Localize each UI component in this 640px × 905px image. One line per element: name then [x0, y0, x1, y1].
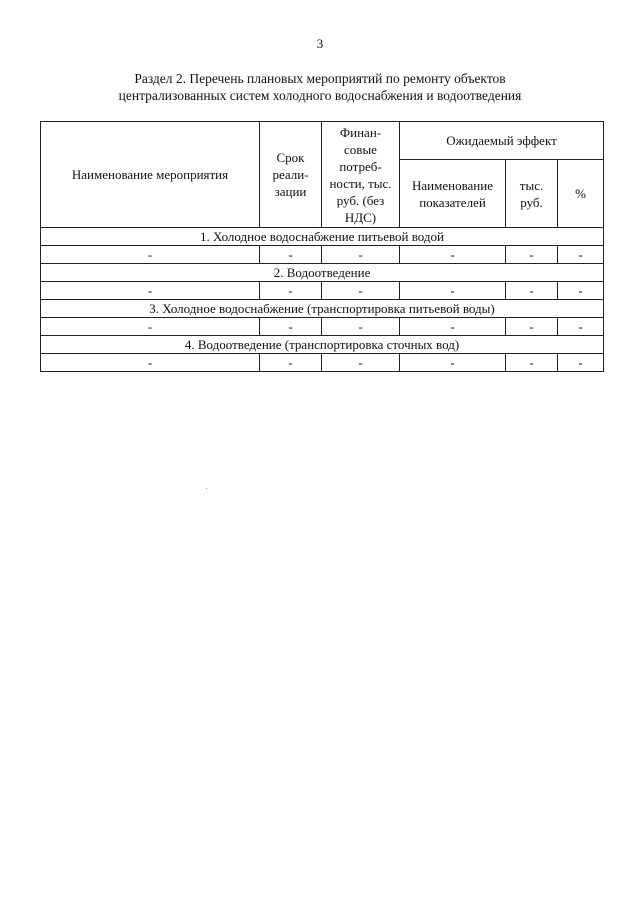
cell-indicator: - — [400, 318, 506, 336]
scan-speck — [206, 488, 207, 489]
cell-measure: - — [41, 354, 260, 372]
cell-term: - — [260, 354, 322, 372]
cell-finance: - — [322, 282, 400, 300]
page-number: 3 — [316, 36, 324, 51]
header-expected-effect: Ожидаемый эффект — [400, 122, 604, 160]
header-indicator-name: Наименование показателей — [400, 160, 506, 228]
table-row — [41, 354, 604, 372]
cell-thousand-rub: - — [506, 246, 558, 264]
header-term-text: Срок реали-зации — [272, 150, 309, 199]
header-finance-text: Финан-совые потреб-ности, тыс. руб. (без НДС) — [329, 124, 392, 225]
header-finance — [322, 122, 400, 228]
section-4-title: 4. Водоотведение (транспортировка сточных вод) — [41, 336, 604, 354]
cell-thousand-rub: - — [506, 282, 558, 300]
cell-measure: - — [41, 318, 260, 336]
cell-term: - — [260, 318, 322, 336]
section-title — [40, 70, 600, 104]
cell-indicator: - — [400, 354, 506, 372]
cell-percent: - — [558, 282, 604, 300]
cell-thousand-rub: - — [506, 354, 558, 372]
cell-percent: - — [558, 354, 604, 372]
table-row — [41, 318, 604, 336]
section-1-title: 1. Холодное водоснабжение питьевой водой — [41, 228, 604, 246]
section-title-line-1: Раздел 2. Перечень плановых мероприятий по ремонту объектов — [134, 71, 506, 86]
cell-finance: - — [322, 246, 400, 264]
header-term — [260, 122, 322, 228]
section-2-title: 2. Водоотведение — [41, 264, 604, 282]
cell-term: - — [260, 282, 322, 300]
cell-percent: - — [558, 246, 604, 264]
cell-term: - — [260, 246, 322, 264]
header-measure-name: Наименование мероприятия — [41, 122, 260, 228]
header-percent: % — [558, 160, 604, 228]
cell-finance: - — [322, 318, 400, 336]
cell-thousand-rub: - — [506, 318, 558, 336]
cell-indicator: - — [400, 282, 506, 300]
table-row — [41, 282, 604, 300]
cell-finance: - — [322, 354, 400, 372]
section-title-line-2: централизованных систем холодного водоснабжения и водоотведения — [118, 88, 522, 103]
planned-measures-table — [40, 121, 604, 372]
section-3-title: 3. Холодное водоснабжение (транспортировка питьевой воды) — [41, 300, 604, 318]
cell-measure: - — [41, 246, 260, 264]
cell-percent: - — [558, 318, 604, 336]
cell-measure: - — [41, 282, 260, 300]
header-thousand-rub: тыс. руб. — [506, 160, 558, 228]
table-row — [41, 246, 604, 264]
cell-indicator: - — [400, 246, 506, 264]
